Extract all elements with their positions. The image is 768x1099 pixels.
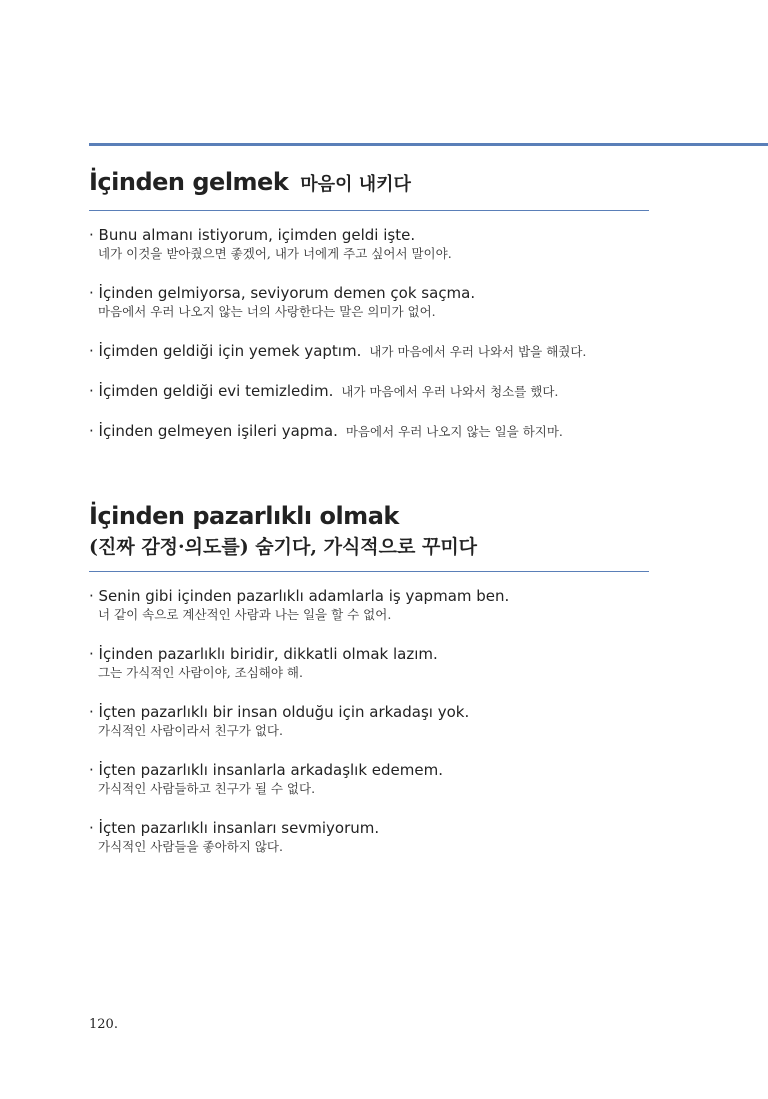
section-title-korean: 마음이 내키다 — [300, 174, 411, 195]
example-turkish: · İçten pazarlıklı insanlarla arkadaşlık edemem. — [89, 761, 443, 779]
section-icinden-pazarlikli-olmak — [89, 502, 649, 876]
example-korean: 네가 이것을 받아줬으면 좋겠어, 내가 너에게 주고 싶어서 말이야. — [98, 246, 452, 261]
example-korean: 가식적인 사람들하고 친구가 될 수 없다. — [98, 781, 316, 796]
example-item — [89, 586, 649, 624]
section-heading — [89, 502, 649, 559]
section-divider — [89, 210, 649, 211]
example-turkish: · İçimden geldiği evi temizledim. — [89, 382, 334, 400]
section-divider — [89, 571, 649, 572]
example-turkish: · İçinden gelmiyorsa, seviyorum demen çok saçma. — [89, 284, 476, 302]
example-korean: 가식적인 사람이라서 친구가 없다. — [98, 723, 283, 738]
example-item — [89, 341, 649, 361]
top-rule — [89, 143, 768, 146]
section-title-korean: (진짜 감정·의도를) 숨기다, 가식적으로 꾸미다 — [89, 536, 478, 558]
example-item — [89, 702, 649, 740]
example-item — [89, 644, 649, 682]
example-korean: 내가 마음에서 우러 나와서 밥을 해줬다. — [369, 344, 587, 359]
example-korean: 마음에서 우러 나오지 않는 너의 사랑한다는 말은 의미가 없어. — [98, 304, 436, 319]
example-item — [89, 381, 649, 401]
section-title-turkish: İçinden gelmek — [89, 168, 289, 196]
example-item — [89, 818, 649, 856]
example-korean: 가식적인 사람들을 좋아하지 않다. — [98, 839, 283, 854]
section-heading — [89, 168, 649, 196]
page-number: 120. — [89, 1017, 118, 1032]
example-turkish: · Bunu almanı istiyorum, içimden geldi işte. — [89, 226, 416, 244]
example-turkish: · İçinden pazarlıklı biridir, dikkatli olmak lazım. — [89, 645, 438, 663]
example-turkish: · İçten pazarlıklı insanları sevmiyorum. — [89, 819, 380, 837]
example-turkish: · Senin gibi içinden pazarlıklı adamlarla iş yapmam ben. — [89, 587, 510, 605]
example-item — [89, 225, 649, 263]
example-item — [89, 421, 649, 441]
example-item — [89, 760, 649, 798]
example-korean: 내가 마음에서 우러 나와서 청소를 했다. — [341, 384, 559, 399]
example-korean: 너 같이 속으로 계산적인 사람과 나는 일을 할 수 없어. — [98, 607, 392, 622]
example-turkish: · İçinden gelmeyen işileri yapma. — [89, 422, 338, 440]
section-title-turkish: İçinden pazarlıklı olmak — [89, 502, 399, 530]
example-turkish: · İçimden geldiği için yemek yaptım. — [89, 342, 362, 360]
example-turkish: · İçten pazarlıklı bir insan olduğu için arkadaşı yok. — [89, 703, 470, 721]
example-item — [89, 283, 649, 321]
section-icinden-gelmek — [89, 168, 649, 461]
example-korean: 그는 가식적인 사람이야, 조심해야 해. — [98, 665, 303, 680]
example-korean: 마음에서 우러 나오지 않는 일을 하지마. — [345, 424, 563, 439]
